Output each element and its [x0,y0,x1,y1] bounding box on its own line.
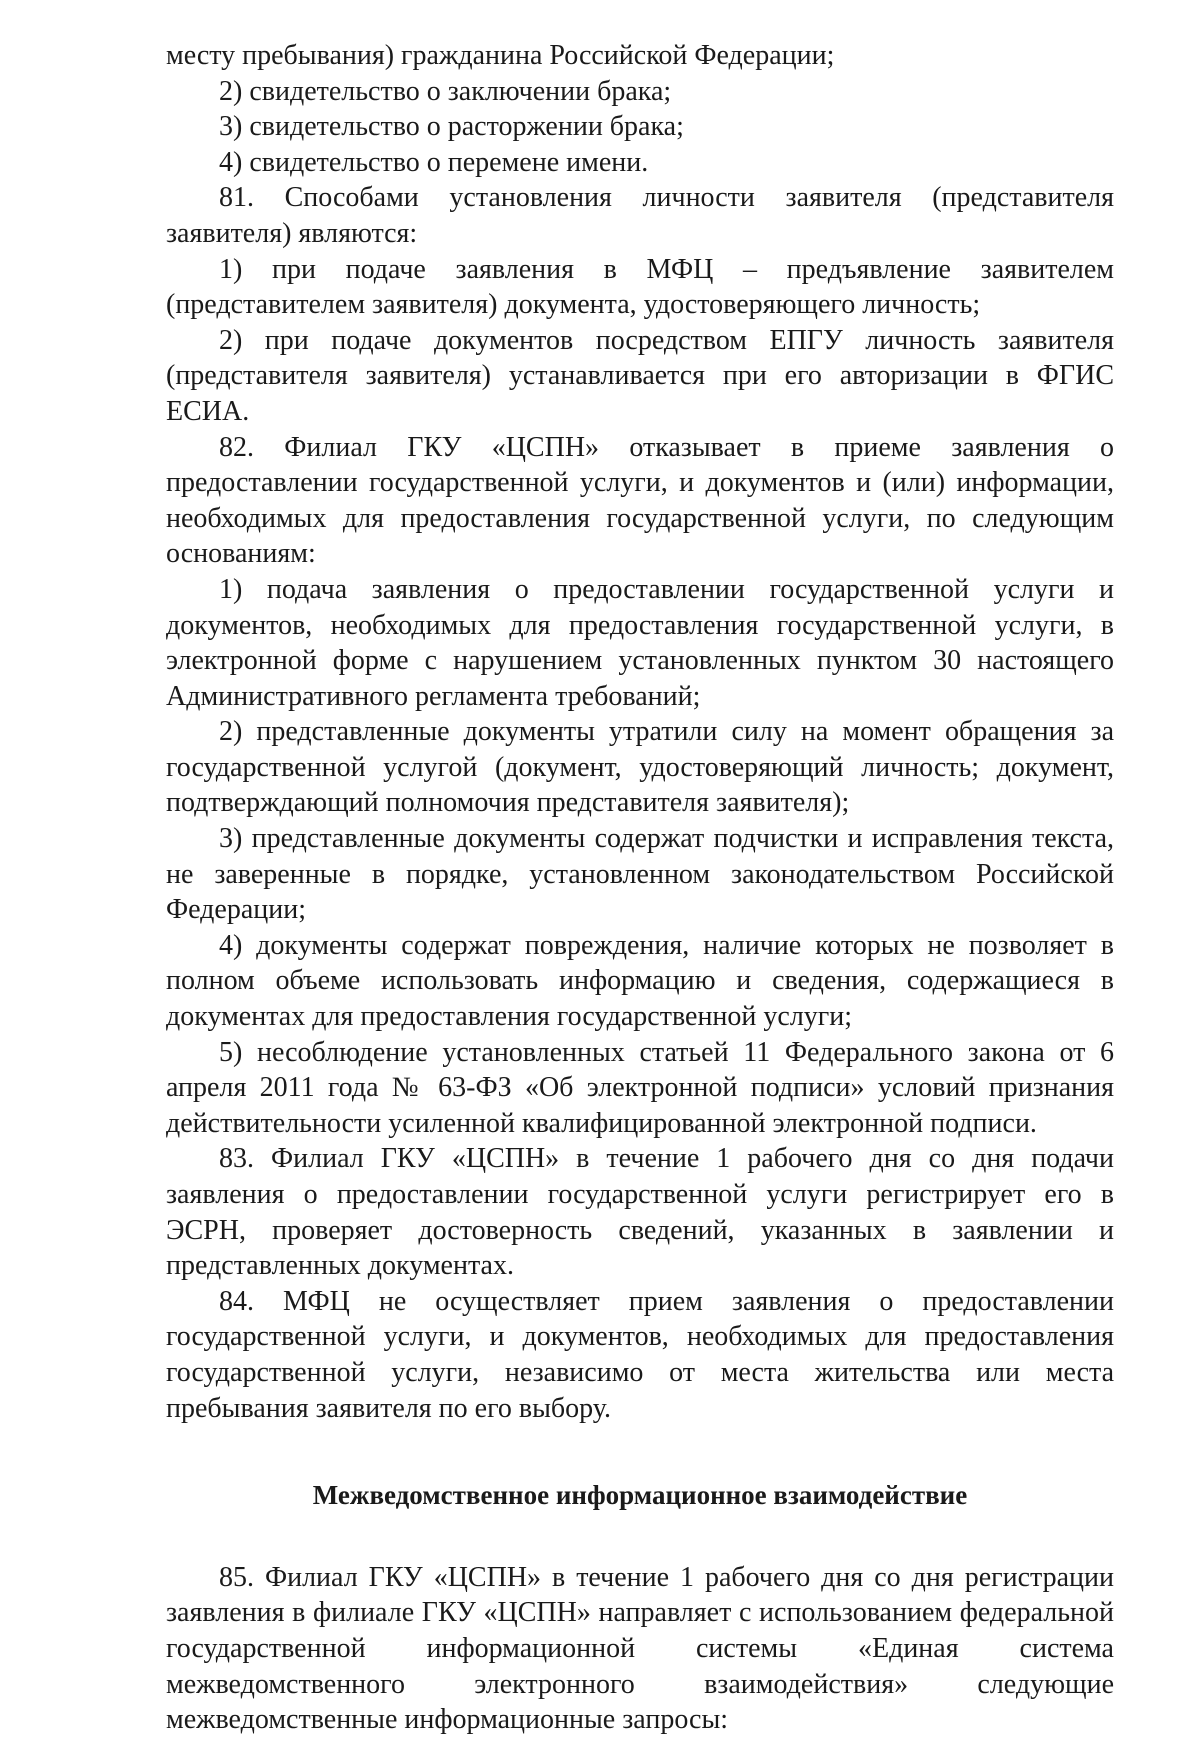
paragraph: 1) при подаче заявления в МФЦ – предъявление заявителем (представителем заявителя) документа, удостоверяющего личность; [166,253,1114,321]
paragraph: 3) представленные документы содержат подчистки и исправления текста, не заверенные в порядке, установленном законодательством Российской Федерации; [166,823,1114,926]
paragraph: месту пребывания) гражданина Российской Федерации; [166,40,835,71]
paragraph: 84. МФЦ не осуществляет прием заявления о предоставлении государственной услуги, и документов, необходимых для предоставления государственной услуги, независимо от места жительства или места пребывания заявителя по его выбору. [166,1285,1114,1424]
paragraph: 4) документы содержат повреждения, наличие которых не позволяет в полном объеме использовать информацию и сведения, содержащиеся в документах для предоставления государственной услуги; [166,929,1114,1033]
text-block-after-heading [166,1560,1114,1738]
paragraph: 2) представленные документы утратили силу на момент обращения за государственной услугой (документ, удостоверяющий личность; документ, подтверждающий полномочия представителя заявителя); [166,716,1114,819]
paragraph: 3) свидетельство о расторжении брака; [219,111,684,143]
paragraph: 83. Филиал ГКУ «ЦСПН» в течение 1 рабочего дня со дня подачи заявления о предоставлении государственной услуги регистрирует его в ЭСРН, проверяет достоверность сведений, указанных в заявлении и представленных документах. [166,1143,1114,1282]
paragraph: 1) подача заявления о предоставлении государственной услуги и документов, необходимых для предоставления государственной услуги, в электронной форме с нарушением установленных пунктом 30 настоящего Административного регламента требований; [166,573,1114,712]
paragraph: 5) несоблюдение установленных статьей 11 Федерального закона от 6 апреля 2011 года № 63-ФЗ «Об электронной подписи» условий признания действительности усиленной квалифицированной электронной подписи. [166,1036,1114,1139]
paragraph: 82. Филиал ГКУ «ЦСПН» отказывает в приеме заявления о предоставлении государственной услуги, и документов и (или) информации, необходимых для предоставления государственной услуги, по следующим основаниям: [166,431,1114,570]
paragraph: 4) свидетельство о перемене имени. [219,146,649,178]
section-heading: Межведомственное информационное взаимодействие [312,1480,968,1511]
paragraph: 2) при подаче документов посредством ЕПГУ личность заявителя (представителя заявителя) устанавливается при его авторизации в ФГИС ЕСИА. [166,324,1114,427]
paragraph: 85. Филиал ГКУ «ЦСПН» в течение 1 рабочего дня со дня регистрации заявления в филиале ГКУ «ЦСПН» направляет с использованием федеральной государственной информационной системы «Единая система межведомственного электронного взаимодействия» следующие межведомственные информационные запросы: [166,1561,1114,1736]
text-block-before-heading [166,38,1114,1426]
paragraph: 81. Способами установления личности заявителя (представителя заявителя) являются: [166,182,1114,249]
paragraph: 2) свидетельство о заключении брака; [219,75,672,107]
